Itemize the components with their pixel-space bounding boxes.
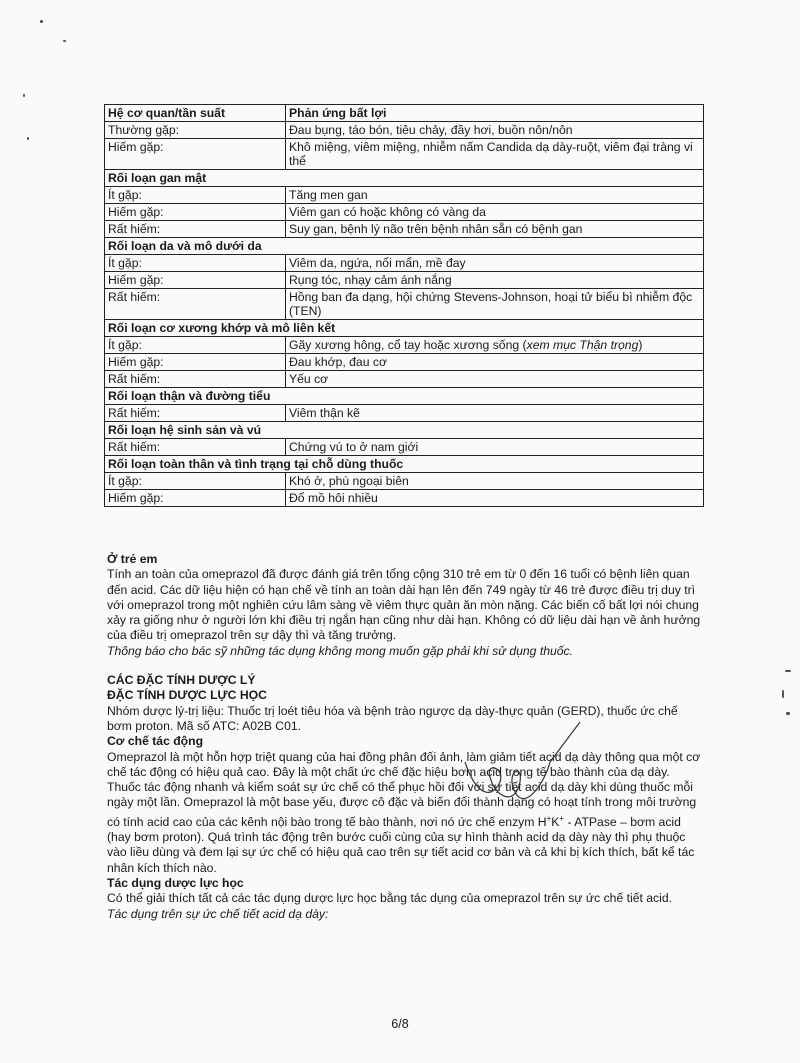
mechanism-heading: Cơ chế tác động xyxy=(107,734,204,749)
frequency-cell: Hiếm gặp: xyxy=(105,139,286,170)
scan-speck xyxy=(23,94,25,97)
section-title: Rối loạn hệ sinh sản và vú xyxy=(105,422,704,439)
reaction-cell: Rụng tóc, nhạy cảm ánh nắng xyxy=(286,272,704,289)
reaction-cell: Khô miệng, viêm miệng, nhiễm nấm Candida dạ dày-ruột, viêm đại tràng vi thể xyxy=(286,139,704,170)
table-section-row xyxy=(105,238,704,255)
adverse-reactions-table xyxy=(104,104,704,507)
frequency-cell: Hiếm gặp: xyxy=(105,354,286,371)
table-row xyxy=(105,272,704,289)
table-header-cell: Hệ cơ quan/tần suất xyxy=(105,105,286,122)
table-row xyxy=(105,139,704,170)
table-row xyxy=(105,473,704,490)
table-row xyxy=(105,255,704,272)
table-row xyxy=(105,337,704,354)
reaction-cell: Đau bụng, táo bón, tiêu chảy, đầy hơi, buồn nôn/nôn xyxy=(286,122,704,139)
frequency-cell: Ít gặp: xyxy=(105,473,286,490)
doctor-notice: Thông báo cho bác sỹ những tác dụng không mong muốn gặp phải khi sử dụng thuốc. xyxy=(107,643,574,658)
table-row xyxy=(105,405,704,422)
section-title: Rối loạn gan mật xyxy=(105,170,704,187)
scan-speck xyxy=(785,670,791,672)
reaction-cell: Gãy xương hông, cổ tay hoặc xương sống (xem mục Thận trọng) xyxy=(286,337,704,354)
scan-speck xyxy=(40,20,43,23)
table-row xyxy=(105,289,704,320)
section-title: Rối loạn toàn thân và tình trạng tại chỗ dùng thuốc xyxy=(105,456,704,473)
frequency-cell: Hiếm gặp: xyxy=(105,204,286,221)
table-section-row xyxy=(105,320,704,337)
table-row xyxy=(105,221,704,238)
reaction-cell: Viêm gan có hoặc không có vàng da xyxy=(286,204,704,221)
scan-speck xyxy=(27,137,29,140)
scan-speck xyxy=(63,40,66,42)
reaction-cell: Viêm thận kẽ xyxy=(286,405,704,422)
table-header-row xyxy=(105,105,704,122)
reaction-cell: Hồng ban đa dạng, hội chứng Stevens-Johnson, hoại tử biểu bì nhiễm độc (TEN) xyxy=(286,289,704,320)
section-title: Rối loạn cơ xương khớp và mô liên kết xyxy=(105,320,704,337)
table-row xyxy=(105,371,704,388)
reaction-cell: Viêm da, ngứa, nổi mẩn, mề đay xyxy=(286,255,704,272)
frequency-cell: Rất hiếm: xyxy=(105,439,286,456)
frequency-cell: Rất hiếm: xyxy=(105,371,286,388)
reaction-cell: Tăng men gan xyxy=(286,187,704,204)
table-row xyxy=(105,187,704,204)
table-section-row xyxy=(105,456,704,473)
frequency-cell: Ít gặp: xyxy=(105,337,286,354)
reaction-cell: Khó ở, phù ngoại biên xyxy=(286,473,704,490)
table-row xyxy=(105,439,704,456)
section-title: Rối loạn thận và đường tiểu xyxy=(105,388,704,405)
table-section-row xyxy=(105,170,704,187)
table-row xyxy=(105,490,704,507)
mechanism-paragraph: Omeprazol là một hỗn hợp triệt quang của hai đồng phân đối ảnh, làm giảm tiết acid dạ dày thông qua một cơ chế tác động có hiệu quả cao. Đây là một chất ức chế đặc hiệu bơm acid trong tế bào thành của dạ dày. Thuốc tác động nhanh và kiểm soát sự ức chế có thể phục hồi đối với sự tiết acid dạ dày khi dùng thuốc mỗi ngày một lần. Omeprazol là một base yếu, được cô đặc và biến đổi thành dạng có hoạt tính trong môi trường có tính acid cao của các kênh nội bào trong tế bào thành, nơi nó ức chế enzym H+K+ - ATPase – bơm acid (hay bơm proton). Quá trình tác động trên bước cuối cùng của sự hình thành acid dạ dày này thì phụ thuộc vào liều dùng và đem lại sự ức chế có hiệu quả cao trên sự tiết acid cơ bản và cả khi bị kích thích, bất kể tác nhân kích thích nào. xyxy=(107,749,701,875)
pharmacodynamics-heading: ĐẶC TÍNH DƯỢC LỰC HỌC xyxy=(107,688,267,703)
reaction-cell: Chứng vú to ở nam giới xyxy=(286,439,704,456)
effects-heading: Tác dụng dược lực học xyxy=(107,876,244,890)
pharmacotherapeutic-group: Nhóm dược lý-trị liệu: Thuốc trị loét tiêu hóa và bệnh trào ngược dạ dày-thực quản (GERD), thuốc ức chế bơm proton. Mã số ATC: A02B C01. xyxy=(107,703,678,733)
table-row xyxy=(105,354,704,371)
page-number: 6/8 xyxy=(391,1017,409,1031)
children-heading: Ở trẻ em xyxy=(107,552,158,566)
signature-mark xyxy=(445,722,615,832)
frequency-cell: Thường gặp: xyxy=(105,122,286,139)
section-title: Rối loạn da và mô dưới da xyxy=(105,238,704,255)
table-row xyxy=(105,122,704,139)
scan-speck xyxy=(786,712,790,715)
effects-subheading: Tác dụng trên sự ức chế tiết acid dạ dày: xyxy=(107,906,329,921)
frequency-cell: Rất hiếm: xyxy=(105,221,286,238)
children-paragraph: Tính an toàn của omeprazol đã được đánh giá trên tổng cộng 310 trẻ em từ 0 đến 16 tuổi có bệnh liên quan đến acid. Các dữ liệu hiện có hạn chế về tính an toàn dài hạn lên đến 749 ngày từ 46 trẻ được điều trị duy trì với omeprazol trong một nghiên cứu lâm sàng về viêm thực quản ăn mòn nặng. Các biến cố bất lợi nói chung xảy ra giống như ở người lớn khi điều trị ngắn hạn cũng như dài hạn. Không có dữ liệu dài hạn về ảnh hưởng của điều trị omeprazol trên sự dậy thì và tăng trưởng. xyxy=(107,567,701,643)
frequency-cell: Hiếm gặp: xyxy=(105,490,286,507)
reaction-cell: Yếu cơ xyxy=(286,371,704,388)
frequency-cell: Ít gặp: xyxy=(105,187,286,204)
table-section-row xyxy=(105,388,704,405)
reaction-cell: Đau khớp, đau cơ xyxy=(286,354,704,371)
frequency-cell: Hiếm gặp: xyxy=(105,272,286,289)
frequency-cell: Ít gặp: xyxy=(105,255,286,272)
table-row xyxy=(105,204,704,221)
reaction-cell: Đổ mồ hôi nhiều xyxy=(286,490,704,507)
table-section-row xyxy=(105,422,704,439)
effects-paragraph: Có thể giải thích tất cả các tác dụng dược lực học bằng tác dụng của omeprazol trên sự ức chế tiết acid. xyxy=(107,891,672,906)
reaction-cell: Suy gan, bệnh lý não trên bệnh nhân sẵn có bệnh gan xyxy=(286,221,704,238)
table-header-cell: Phản ứng bất lợi xyxy=(286,105,704,122)
pharma-heading: CÁC ĐẶC TÍNH DƯỢC LÝ xyxy=(107,673,256,688)
frequency-cell: Rất hiếm: xyxy=(105,289,286,320)
scan-speck xyxy=(782,690,784,698)
frequency-cell: Rất hiếm: xyxy=(105,405,286,422)
